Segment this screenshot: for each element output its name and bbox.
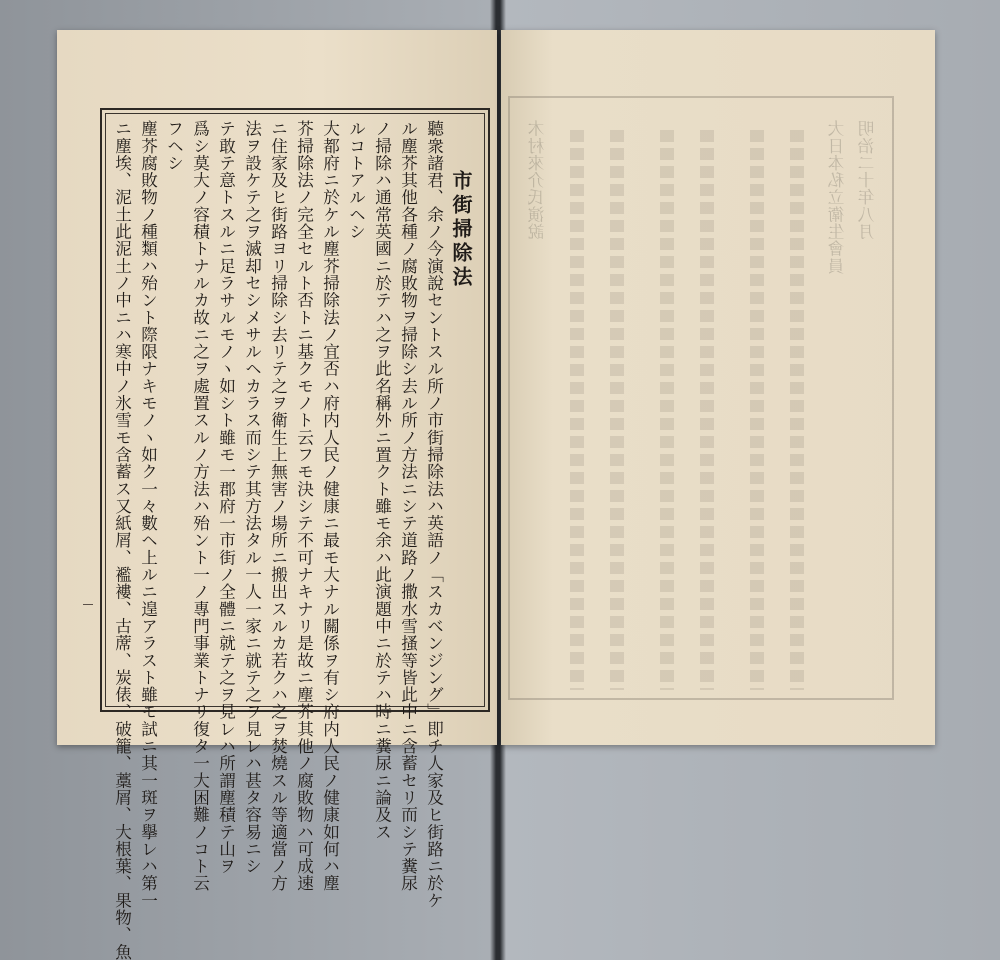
text-column: ニ塵埃、泥土此泥土ノ中ニハ寒中ノ氷雪モ含蓄ス又紙屑、襤褸、古蓆、炭俵、破籠、藁屑、大根葉、果物、魚 (112, 120, 132, 960)
page-title: 市街掃除法 (449, 170, 473, 290)
show-through-text: 明治二十年八月 (858, 120, 877, 241)
show-through-line (750, 130, 764, 690)
show-through-line (700, 130, 714, 690)
text-column: ノ掃除ハ通常英國ニ於テハ之ヲ此名稱外ニ置クト雖モ余ハ此演題中ニ於テハ時ニ糞尿ニ論及ス (372, 120, 392, 841)
margin-mark (83, 604, 93, 605)
text-column: 法ヲ設ケテ之ヲ滅却セシメサルヘカラス而シテ其方法タル一人一家ニ就テ之ヲ見レハ甚タ容易ニシ (242, 120, 262, 875)
show-through-line (790, 130, 804, 690)
text-column: 芥掃除法ノ完全セルト否トニ基クモノト云フモ決シテ不可ナキナリ是故ニ塵芥其他ノ腐敗物ハ可成速 (294, 120, 314, 892)
text-column: 爲シ莫大ノ容積トナルカ故ニ之ヲ處置スルノ方法ハ殆ント一ノ專門事業トナリ復タ一大困難ノコト云 (190, 120, 210, 892)
text-column: 聽衆諸君、余ノ今演說セントスル所ノ市街掃除法ハ英語ノ「スカベンジング」即チ人家及ヒ街路ニ於ケ (424, 120, 444, 909)
text-column: フヘシ (164, 120, 184, 172)
show-through-line (610, 130, 624, 690)
show-through-line (570, 130, 584, 690)
text-column: ニ住家及ヒ街路ヨリ掃除シ去リテ之ヲ衛生上無害ノ場所ニ搬出スルカ若クハ之ヲ焚燒スル等適當ノ方 (268, 120, 288, 892)
show-through-text: 大日本私立衛生會員 (828, 120, 847, 275)
text-column: 大都府ニ於ケル塵芥掃除法ノ宜否ハ府内人民ノ健康ニ最モ大ナル關係ヲ有シ府内人民ノ健康如何ハ塵 (320, 120, 340, 892)
text-column: ル塵芥其他各種ノ腐敗物ヲ掃除シ去ル所ノ方法ニシテ道路ノ撒水雪搔等皆此中ニ含蓄セリ而シテ糞尿 (398, 120, 418, 892)
text-column: テ敢テ意トスルニ足ラサルモノヽ如シト雖モ一郡府一市街ノ全體ニ就テ之ヲ見レハ所謂塵積テ山ヲ (216, 120, 236, 875)
text-column: 塵芥腐敗物ノ種類ハ殆ント際限ナキモノヽ如ク一々數ヘ上ルニ遑アラスト雖モ試ニ其一斑ヲ擧レハ第一 (138, 120, 158, 909)
text-column: ルコトアルヘシ (346, 120, 366, 241)
show-through-line (660, 130, 674, 690)
show-through-text: 木村來介氏演說 (528, 120, 547, 241)
